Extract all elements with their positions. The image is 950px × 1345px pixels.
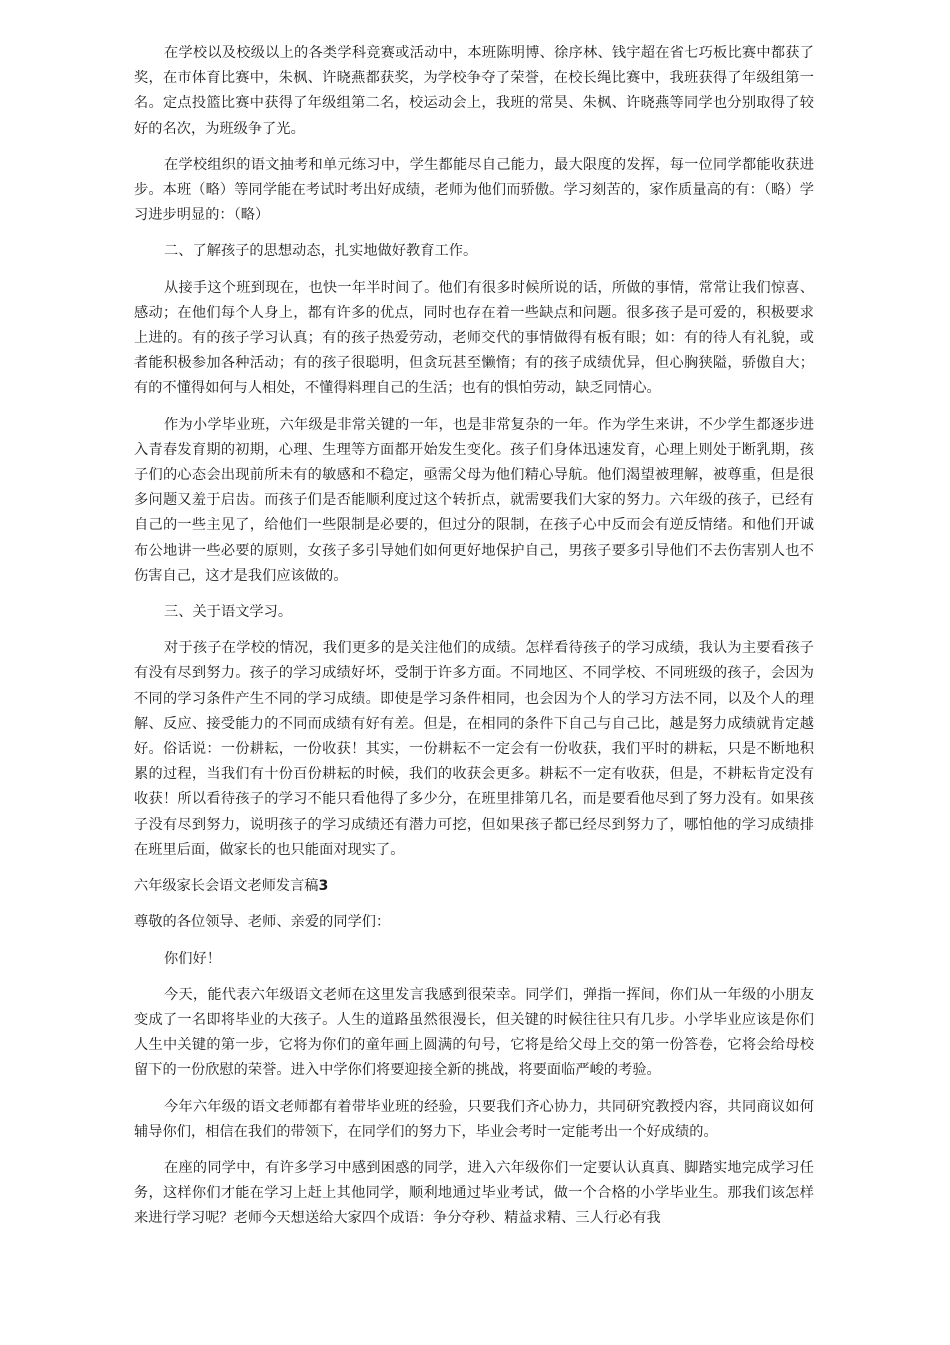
paragraph-exams: 在学校组织的语文抽考和单元练习中，学生都能尽自己能力，最大限度的发挥，每一位同学都能收获进步。本班（略）等同学能在考试时考出好成绩，老师为他们而骄傲。学习刻苦的，家作质量高的有：（略）学习进步明显的：（略） <box>134 156 814 224</box>
document-page <box>134 41 814 1243</box>
speech-title-number: 3 <box>318 878 329 895</box>
speech-salutation: 尊敬的各位领导、老师、亲爱的同学们： <box>134 914 391 931</box>
paragraph-puberty: 作为小学毕业班，六年级是非常关键的一年，也是非常复杂的一年。作为学生来讲，不少学生都逐步进入青春发育期的初期，心理、生理等方面都开始发生变化。孩子们身体迅速发育，心理上则处于断乳期，孩子们的心态会出现前所未有的敏感和不稳定，亟需父母为他们精心导航。他们渴望被理解，被尊重，但是很多问题又羞于启齿。而孩子们是否能顺利度过这个转折点，就需要我们大家的努力。六年级的孩子，已经有自己的一些主见了，给他们一些限制是必要的，但过分的限制，在孩子心中反而会有逆反情绪。和他们开诚布公地讲一些必要的原则，女孩子多引导她们如何更好地保护自己，男孩子要多引导他们不去伤害别人也不伤害自己，这才是我们应该做的。 <box>134 416 814 584</box>
section-heading-three: 三、关于语文学习。 <box>164 604 293 621</box>
speech-title-text: 六年级家长会语文老师发言稿 <box>134 878 319 895</box>
paragraph-chinese-learning: 对于孩子在学校的情况，我们更多的是关注他们的成绩。怎样看待孩子的学习成绩，我认为主要看孩子有没有尽到努力。孩子的学习成绩好坏，受制于许多方面。不同地区、不同学校、不同班级的孩子，会因为不同的学习条件产生不同的学习成绩。即使是学习条件相同，也会因为个人的学习方法不同，以及个人的理解、反应、接受能力的不同而成绩有好有差。但是，在相同的条件下自己与自己比，越是努力成绩就肯定越好。俗话说：一份耕耘，一份收获！其实，一份耕耘不一定会有一份收获，我们平时的耕耘，只是不断地积累的过程，当我们有十份百份耕耘的时候，我们的收获会更多。耕耘不一定有收获，但是，不耕耘肯定没有收获！所以看待孩子的学习不能只看他得了多少分，在班里排第几名，而是要看他尽到了努力没有。如果孩子没有尽到努力，说明孩子的学习成绩还有潜力可挖，但如果孩子都已经尽到努力了，哪怕他的学习成绩排在班里后面，做家长的也只能面对现实了。 <box>134 640 814 858</box>
speech-paragraph-teachers: 今年六年级的语文老师都有着带毕业班的经验，只要我们齐心协力，共同研究教授内容，共同商议如何辅导你们，相信在我们的带领下，在同学们的努力下，毕业会考时一定能考出一个好成绩的。 <box>134 1098 814 1140</box>
paragraph-competitions: 在学校以及校级以上的各类学科竞赛或活动中，本班陈明博、徐序林、钱宇超在省七巧板比赛中都获了奖，在市体育比赛中，朱枫、许晓燕都获奖，为学校争夺了荣誉，在校长绳比赛中，我班获得了年级组第一名。定点投篮比赛中获得了年级组第二名，校运动会上，我班的常昊、朱枫、许晓燕等同学也分别取得了较好的名次，为班级争了光。 <box>134 45 814 137</box>
speech-paragraph-honor: 今天，能代表六年级语文老师在这里发言我感到很荣幸。同学们，弹指一挥间，你们从一年级的小朋友变成了一名即将毕业的大孩子。人生的道路虽然很漫长，但关键的时候往往只有几步。小学毕业应该是你们人生中关键的第一步，它将为你们的童年画上圆满的句号，它将是给父母上交的第一份答卷，它将会给母校留下的一份欣慰的荣誉。进入中学你们将要迎接全新的挑战，将要面临严峻的考验。 <box>134 986 814 1079</box>
speech-title <box>134 874 814 899</box>
speech-greeting: 你们好！ <box>164 950 221 967</box>
paragraph-children-traits: 从接手这个班到现在，也快一年半时间了。他们有很多时候所说的话，所做的事情，常常让我们惊喜、感动；在他们每个人身上，都有许多的优点，同时也存在着一些缺点和问题。很多孩子是可爱的，积极要求上进的。有的孩子学习认真；有的孩子热爱劳动，老师交代的事情做得有板有眼；如：有的待人有礼貌，或者能积极参加各种活动；有的孩子很聪明，但贪玩甚至懒惰；有的孩子成绩优异，但心胸狭隘，骄傲自大；有的不懂得如何与人相处，不懂得料理自己的生活；也有的惧怕劳动，缺乏同情心。 <box>134 279 814 397</box>
section-heading-two: 二、了解孩子的思想动态，扎实地做好教育工作。 <box>164 243 478 260</box>
speech-paragraph-advice: 在座的同学中，有许多学习中感到困惑的同学，进入六年级你们一定要认认真真、脚踏实地完成学习任务，这样你们才能在学习上赶上其他同学，顺利地通过毕业考试，做一个合格的小学毕业生。那我们该怎样来进行学习呢？老师今天想送给大家四个成语：争分夺秒、精益求精、三人行必有我 <box>134 1159 814 1227</box>
